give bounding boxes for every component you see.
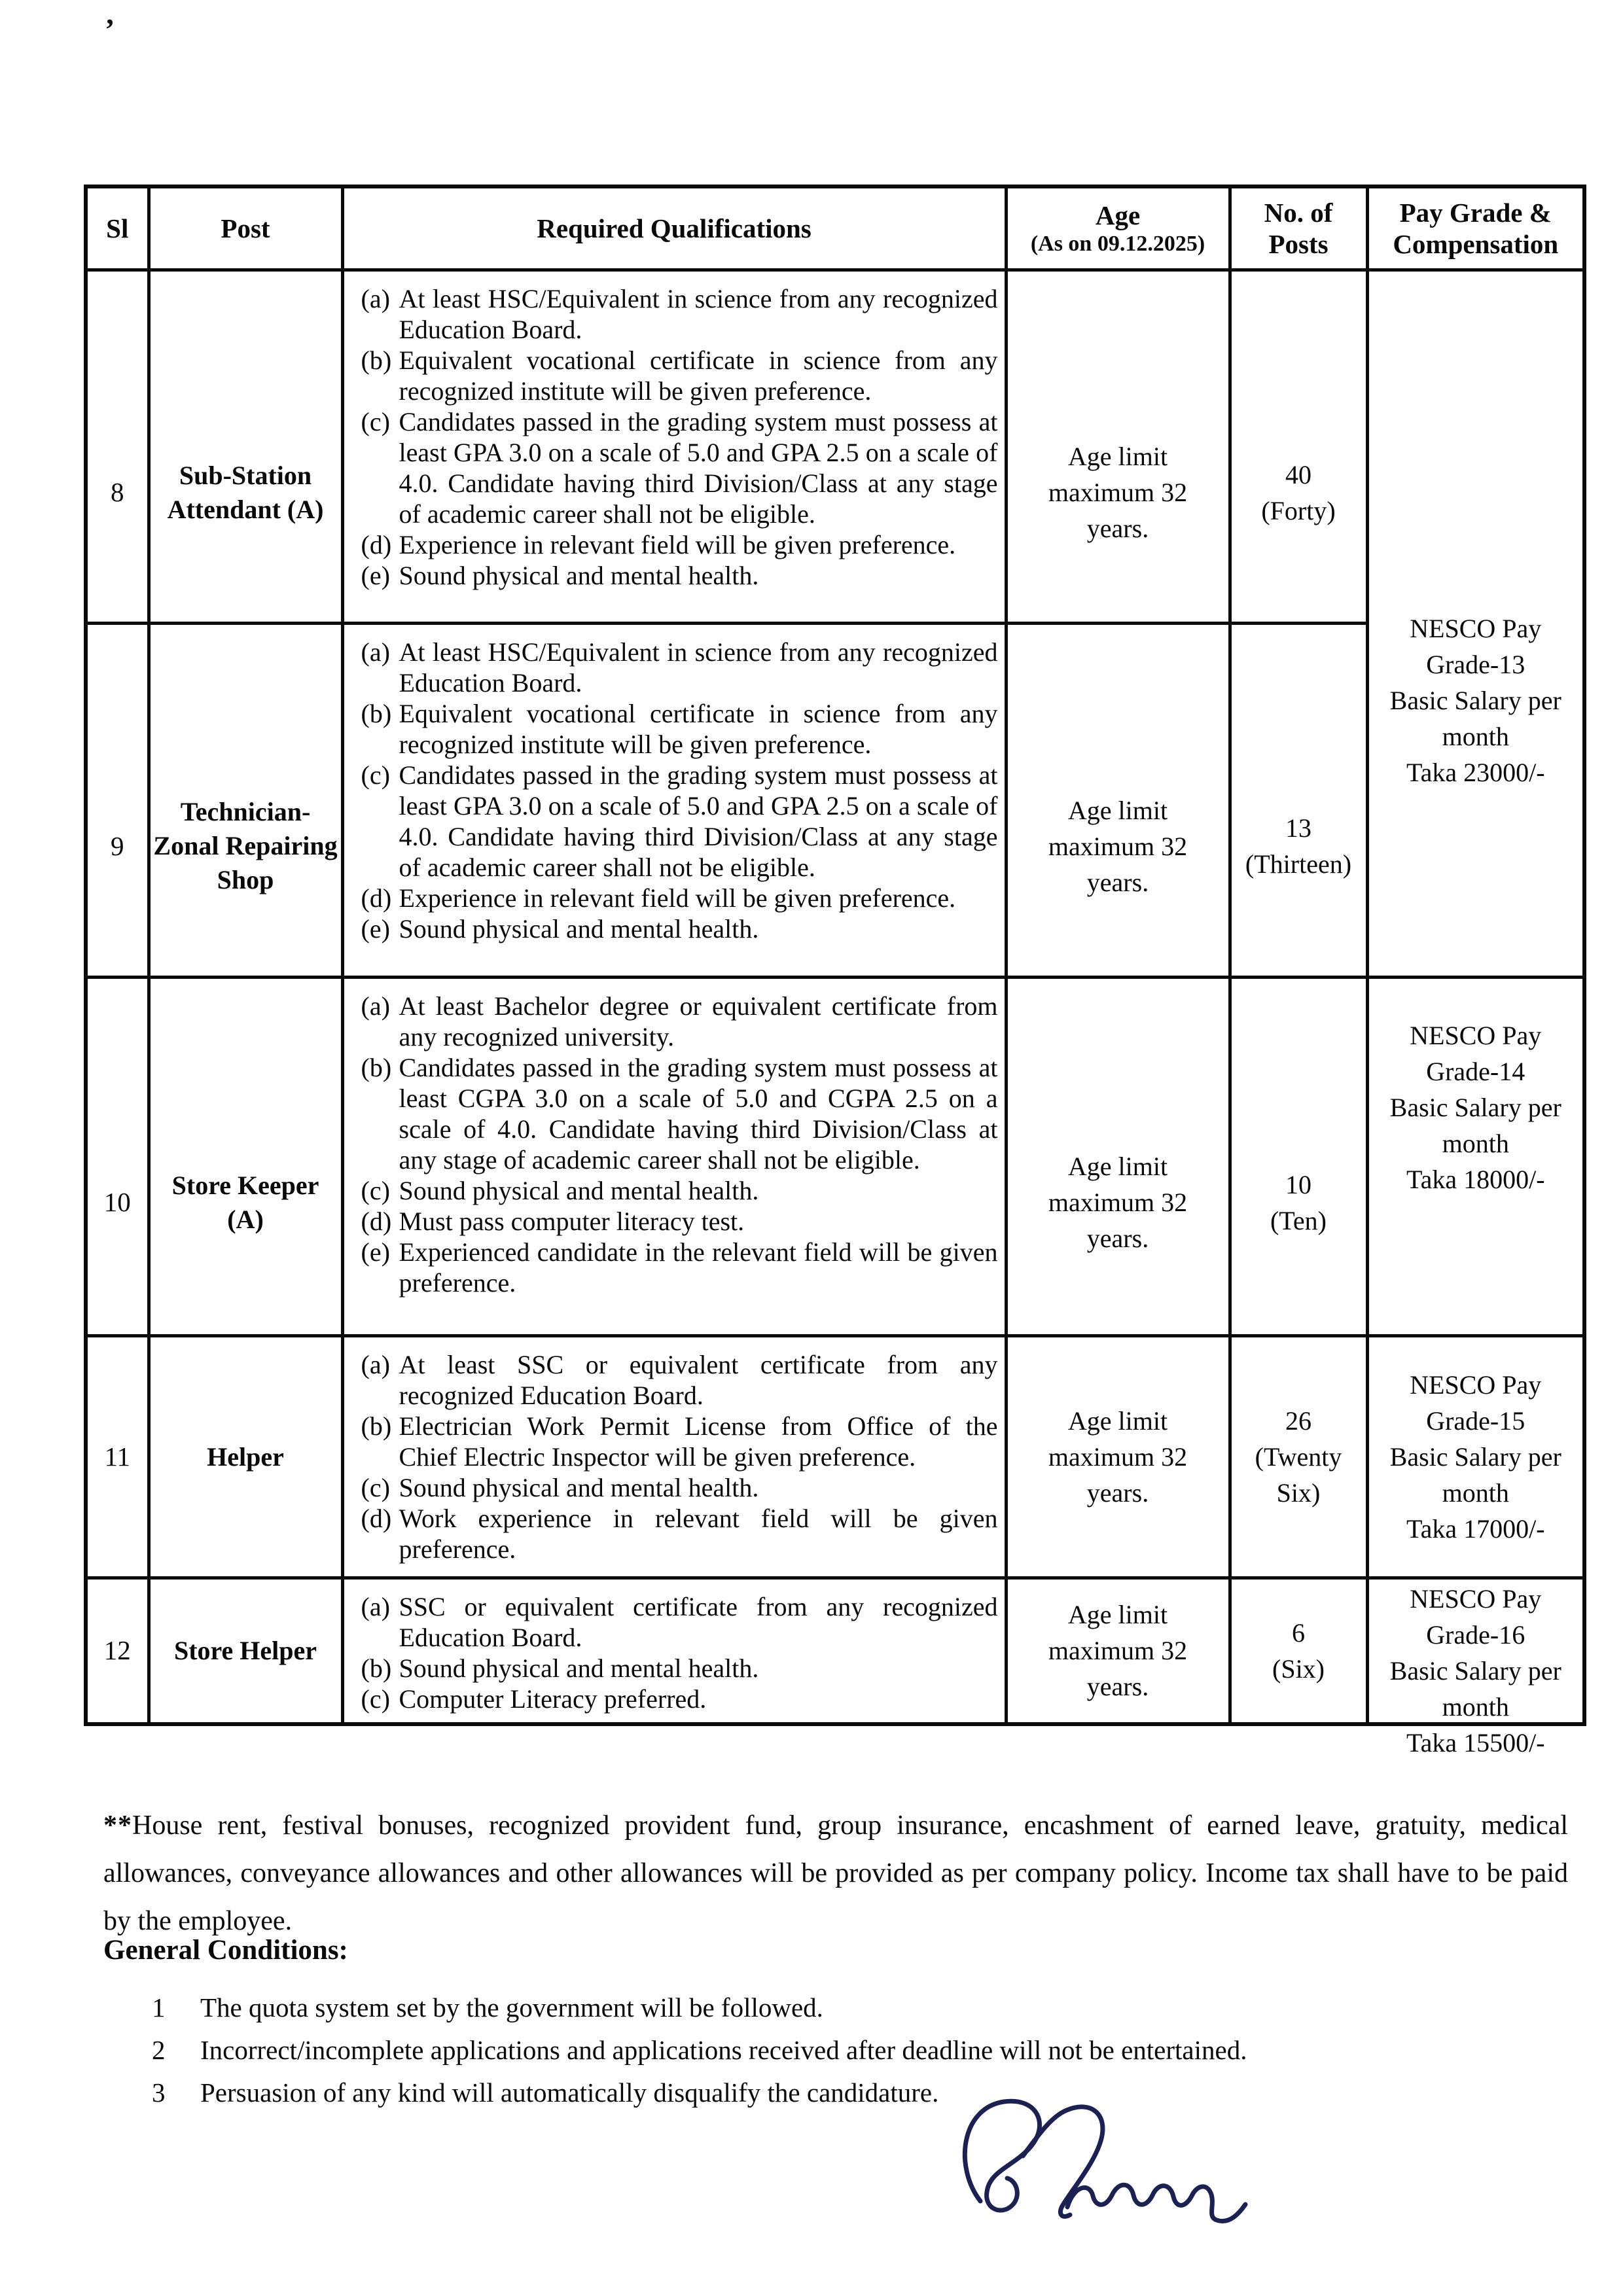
qualification-text: At least HSC/Equivalent in science from any recognized Education Board. [399,284,998,344]
footnote-asterisks: ** [103,1810,132,1841]
cell-age [1006,624,1230,978]
cell-post: Helper [149,1336,342,1578]
qualification-text: Sound physical and mental health. [399,914,759,944]
posts-line: (Twenty [1255,1442,1342,1472]
qualification-label: (a) [361,991,390,1021]
qualification-label: (e) [361,1237,390,1267]
table-row [86,978,1584,1336]
pay-line: month [1442,1692,1509,1722]
cell-pay-grade [1367,270,1584,978]
column-header-line: Post [221,213,270,243]
age-line: years. [1086,867,1149,897]
scan-artifact-mark: ’ [105,12,115,46]
qualification-item [361,1349,998,1411]
qualification-text: At least Bachelor degree or equivalent certificate from any recognized university. [399,991,998,1051]
qualification-label: (a) [361,284,390,313]
column-header-posts [1230,186,1367,270]
qualification-label: (a) [361,1592,390,1621]
recruitment-table [84,185,1586,1757]
cell-sl: 11 [86,1336,149,1578]
qualification-item [361,529,998,560]
age-line: maximum 32 [1048,1636,1188,1666]
age-line: years. [1086,1478,1149,1508]
qualification-label: (d) [361,530,392,559]
posts-line: 10 [1285,1169,1311,1199]
qualification-label: (b) [361,699,392,728]
condition-text: The quota system set by the government will be followed. [200,1992,823,2022]
posts-line: (Forty) [1261,495,1336,525]
cell-post: Store Helper [149,1578,342,1724]
qualification-item [361,637,998,698]
posts-line: 40 [1285,459,1311,489]
cell-post: Technician-Zonal Repairing Shop [149,624,342,978]
qualification-text: Experience in relevant field will be given preference. [399,883,956,913]
qualification-item [361,1503,998,1564]
condition-text: Persuasion of any kind will automatically disqualify the candidature. [200,2077,939,2108]
general-conditions-list [152,1987,1526,2114]
pay-line: Taka 18000/- [1406,1165,1545,1194]
qualification-item [361,698,998,760]
pay-line: month [1442,1478,1509,1508]
posts-line: (Six) [1272,1653,1325,1684]
cell-post: Store Keeper (A) [149,978,342,1336]
general-condition-item [152,2072,1526,2114]
qualification-text: Sound physical and mental health. [399,1653,759,1683]
qualification-text: Sound physical and mental health. [399,1176,759,1205]
qualification-item [361,760,998,883]
qualification-item [361,991,998,1052]
qualification-text: Electrician Work Permit License from Office of the Chief Electric Inspector will be given preference. [399,1411,998,1472]
column-header-qual [342,186,1006,270]
qualification-label: (a) [361,637,390,667]
qualification-text: Experienced candidate in the relevant field will be given preference. [399,1237,998,1298]
qualification-item [361,406,998,529]
age-line: years. [1086,1672,1149,1702]
qualification-label: (c) [361,760,390,790]
pay-line: Taka 15500/- [1406,1728,1545,1757]
qualification-label: (b) [361,345,392,375]
qualification-item [361,345,998,406]
posts-line: (Thirteen) [1245,849,1352,879]
table-row [86,624,1584,978]
qualification-label: (c) [361,1684,390,1714]
pay-line: month [1442,1129,1509,1158]
footnote-text: House rent, festival bonuses, recognized provident fund, group insurance, encashment of earned leave, gratuity, medical allowances, conveyance allowances and other allowances will be provided as per company policy. Income tax shall have to be paid by the employee. [103,1810,1568,1936]
qualification-label: (d) [361,1207,392,1236]
column-header-line: Required Qualifications [537,213,812,243]
column-header-line: Pay Grade & [1399,197,1552,228]
qualification-item [361,283,998,345]
general-condition-item [152,2029,1526,2072]
column-header-line: (As on 09.12.2025) [1030,232,1205,256]
qualification-item [361,1684,998,1714]
qualification-label: (b) [361,1053,392,1082]
pay-line: Grade-15 [1426,1406,1525,1436]
qualification-item [361,1411,998,1472]
age-line: Age limit [1067,442,1168,471]
pay-line: Basic Salary per [1389,686,1561,715]
pay-line: month [1442,722,1509,751]
age-line: maximum 32 [1048,1188,1188,1217]
table-row [86,1336,1584,1578]
cell-pay-grade [1367,1578,1584,1757]
posts-line: 13 [1285,813,1311,843]
pay-line: Grade-13 [1426,650,1525,679]
qualification-item [361,1653,998,1684]
pay-line: Taka 17000/- [1406,1514,1545,1544]
general-conditions-title: General Conditions: [103,1935,348,1966]
qualification-item [361,1472,998,1503]
qualification-text: Experience in relevant field will be given preference. [399,530,956,559]
qualification-label: (c) [361,1176,390,1205]
cell-age [1006,978,1230,1336]
qualification-text: Equivalent vocational certificate in science from any recognized institute will be given preference. [399,345,998,406]
table-header [86,186,1584,270]
column-header-pay [1367,186,1584,270]
pay-line: Grade-16 [1426,1620,1525,1650]
pay-line: Grade-14 [1426,1057,1525,1086]
pay-grade-text [1369,1367,1583,1547]
signature [937,2089,1250,2235]
cell-pay-grade [1367,978,1584,1336]
age-line: years. [1086,514,1149,543]
table-row [86,1578,1584,1724]
qualification-text: At least HSC/Equivalent in science from any recognized Education Board. [399,637,998,698]
qualification-text: SSC or equivalent certificate from any recognized Education Board. [399,1592,998,1652]
condition-number: 3 [152,2077,166,2108]
pay-line: NESCO Pay [1410,1370,1542,1400]
qualification-text: Candidates passed in the grading system must possess at least GPA 3.0 on a scale of 5.0 and GPA 2.5 on a scale of 4.0. Candidate having third Division/Class at any stage of academic career shall not be eligible. [399,407,998,529]
pay-line: NESCO Pay [1410,1021,1542,1050]
age-line: Age limit [1067,1406,1168,1436]
qualification-item [361,1591,998,1653]
qualification-text: Candidates passed in the grading system must possess at least CGPA 3.0 on a scale of 5.0 and CGPA 2.5 on a scale of 4.0. Candidate having third Division/Class at any stage of academic career shall not be eligible. [399,1053,998,1174]
qualification-label: (b) [361,1411,392,1441]
cell-posts [1230,978,1367,1336]
cell-sl: 10 [86,978,149,1336]
qualification-text: Must pass computer literacy test. [399,1207,745,1236]
qualification-label: (a) [361,1350,390,1379]
cell-pay-grade [1367,1336,1584,1578]
qualification-label: (c) [361,1473,390,1502]
qualification-label: (d) [361,1504,392,1533]
age-line: maximum 32 [1048,1442,1188,1472]
column-header-line: No. of [1264,197,1333,228]
qualification-item [361,560,998,591]
qualification-label: (d) [361,883,392,913]
qualification-item [361,1052,998,1175]
qualification-item [361,1175,998,1206]
cell-sl: 9 [86,624,149,978]
pay-line: Basic Salary per [1389,1442,1561,1472]
column-header-line: Age [1095,200,1141,230]
age-line: Age limit [1067,1600,1168,1630]
cell-posts [1230,624,1367,978]
posts-line: (Ten) [1270,1205,1327,1235]
cell-sl: 12 [86,1578,149,1724]
column-header-line: Sl [106,213,129,243]
pay-grade-text [1369,1581,1583,1761]
age-line: maximum 32 [1048,831,1188,861]
cell-post: Sub-Station Attendant (A) [149,270,342,624]
column-header-age [1006,186,1230,270]
qualification-text: Equivalent vocational certificate in science from any recognized institute will be given preference. [399,699,998,759]
column-header-post [149,186,342,270]
qualification-label: (e) [361,561,390,590]
benefits-footnote [103,1802,1568,1945]
column-header-sl [86,186,149,270]
column-header-line: Posts [1268,229,1329,259]
qualification-text: Candidates passed in the grading system must possess at least GPA 3.0 on a scale of 5.0 and GPA 2.5 on a scale of 4.0. Candidate having third Division/Class at any stage of academic career shall not be eligible. [399,760,998,882]
cell-age [1006,1578,1230,1724]
qualification-text: Computer Literacy preferred. [399,1684,707,1714]
qualification-label: (b) [361,1653,392,1683]
cell-qualifications [342,624,1006,978]
cell-age [1006,1336,1230,1578]
cell-posts [1230,1578,1367,1724]
table-row [86,270,1584,624]
column-header-line: Compensation [1393,229,1559,259]
qualification-text: Work experience in relevant field will be given preference. [399,1504,998,1564]
cell-sl: 8 [86,270,149,624]
pay-line: NESCO Pay [1410,1584,1542,1614]
condition-number: 1 [152,1992,166,2022]
general-condition-item [152,1987,1526,2029]
age-line: Age limit [1067,1152,1168,1181]
cell-posts [1230,270,1367,624]
qualification-label: (e) [361,914,390,944]
age-line: maximum 32 [1048,478,1188,507]
cell-qualifications [342,270,1006,624]
cell-qualifications [342,1336,1006,1578]
age-line: years. [1086,1224,1149,1253]
posts-line: Six) [1276,1478,1321,1508]
cell-qualifications [342,978,1006,1336]
pay-grade-text [1369,1017,1583,1197]
pay-grade-text [1369,610,1583,790]
pay-line: NESCO Pay [1410,614,1542,643]
cell-age [1006,270,1230,624]
cell-qualifications [342,1578,1006,1724]
cell-posts [1230,1336,1367,1578]
qualification-text: At least SSC or equivalent certificate from any recognized Education Board. [399,1350,998,1410]
pay-line: Basic Salary per [1389,1656,1561,1686]
qualification-item [361,913,998,944]
qualification-label: (c) [361,407,390,436]
qualification-item [361,1237,998,1298]
qualification-item [361,883,998,913]
age-line: Age limit [1067,795,1168,825]
pay-line: Basic Salary per [1389,1093,1561,1122]
condition-number: 2 [152,2035,166,2065]
pay-line: Taka 23000/- [1406,758,1545,787]
posts-line: 6 [1292,1617,1305,1648]
qualification-text: Sound physical and mental health. [399,561,759,590]
condition-text: Incorrect/incomplete applications and applications received after deadline will not be entertained. [200,2035,1247,2065]
qualification-item [361,1206,998,1237]
posts-line: 26 [1285,1406,1311,1436]
qualification-text: Sound physical and mental health. [399,1473,759,1502]
